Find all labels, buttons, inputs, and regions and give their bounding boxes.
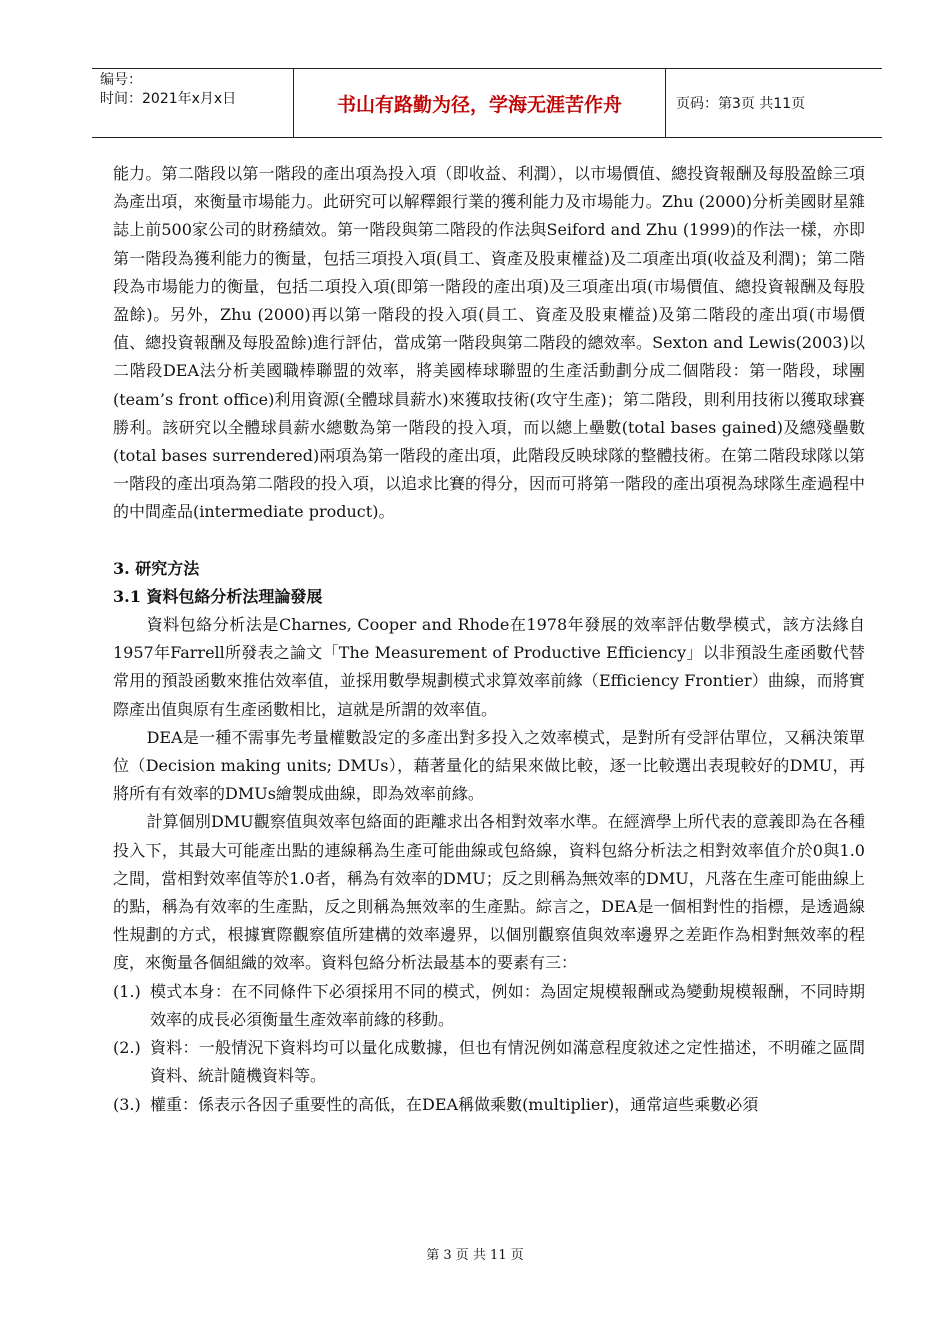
- list-item-number: (2.): [113, 1038, 141, 1058]
- subsection-heading: 3.1 資料包絡分析法理論發展: [113, 586, 323, 606]
- serial-label: 编号：: [100, 72, 142, 88]
- list-item-text: 資料：一般情況下資料均可以量化成數據，但也有情況例如滿意程度敘述之定性描述，不明確之區間資料、統計隨機資料等。: [150, 1038, 865, 1086]
- header-page-label: 页码：第3页 共11页: [676, 96, 806, 112]
- section-heading: 3. 研究方法: [113, 558, 200, 578]
- list-item-text: 權重：係表示各因子重要性的高低，在DEA稱做乘數(multiplier)，通常這些乘數必須: [150, 1094, 759, 1114]
- page-header: [92, 68, 882, 138]
- time-label: 时间：2021年x月x日: [100, 91, 237, 107]
- paragraph-2: 資料包絡分析法是Charnes, Cooper and Rhode在1978年發展的效率評估數學模式，該方法緣自1957年Farrell所發表之論文「The Measurement of Productive Efficiency」以非預設生產函數代替常用的預設函數來推估效率值，並採用數學規劃模式求算效率前緣（Efficiency Frontier）曲線，而將實際產出值與原有生產函數相比，這就是所謂的效率值。: [113, 615, 865, 719]
- document-body: [113, 160, 865, 1119]
- header-meta: [92, 69, 294, 137]
- list-item-text: 模式本身：在不同條件下必須採用不同的模式，例如：為固定規模報酬或為變動規模報酬，不同時期效率的成長必須衡量生產效率前緣的移動。: [150, 981, 865, 1029]
- paragraph-1: 能力。第二階段以第一階段的產出項為投入項（即收益、利潤），以市場價值、總投資報酬及每股盈餘三項為產出項，來衡量市場能力。此研究可以解釋銀行業的獲利能力及市場能力。Zhu (2000)分析美國財星雜誌上前500家公司的財務績效。第一階段與第二階段的作法與Seiford and Zhu (1999)的作法一樣，亦即第一階段為獲利能力的衡量，包括三項投入項(員工、資產及股東權益)及二項產出項(收益及利潤)；第二階段為市場能力的衡量，包括二項投入項(即第一階段的產出項)及三項產出項(市場價值、總投資報酬及每股盈餘)。另外，Zhu (2000)再以第一階段的投入項(員工、資產及股東權益)及第二階段的產出項(市場價值、總投資報酬及每股盈餘)進行評估，當成第一階段與第二階段的總效率。Sexton and Lewis(2003)以二階段DEA法分析美國職棒聯盟的效率，將美國棒球聯盟的生產活動劃分成二個階段：第一階段，球團(team’s front office)利用資源(全體球員薪水)來獲取技術(攻守生產)；第二階段，則利用技術以獲取球賽勝利。該研究以全體球員薪水總數為第一階段的投入項，而以總上壘數(total bases gained)及總殘壘數(total bases surrendered)兩項為第一階段的產出項，此階段反映球隊的整體技術。在第二階段球隊以第一階段的產出項為第二階段的投入項，以追求比賽的得分，因而可將第一階段的產出項視為球隊生產過程中的中間產品(intermediate product)。: [113, 164, 866, 522]
- list-item-number: (3.): [113, 1094, 141, 1114]
- header-motto: 书山有路勤为径，学海无涯苦作舟: [294, 69, 666, 137]
- paragraph-4: 計算個別DMU觀察值與效率包絡面的距離求出各相對效率水準。在經濟學上所代表的意義即為在各種投入下，其最大可能產出點的連線稱為生產可能曲線或包絡線，資料包絡分析法之相對效率值介於0與1.0之間，當相對效率值等於1.0者，稱為有效率的DMU；反之則稱為無效率的DMU，凡落在生產可能曲線上的點，稱為有效率的生產點，反之則稱為無效率的生產點。綜言之，DEA是一個相對性的指標，是透過線性規劃的方式，根據實際觀察值所建構的效率邊界，以個別觀察值與效率邊界之差距作為相對無效率的程度，來衡量各個組織的效率。資料包絡分析法最基本的要素有三：: [113, 812, 865, 973]
- list-item-number: (1.): [113, 981, 141, 1001]
- list-item: [113, 978, 865, 1034]
- paragraph-3: DEA是一種不需事先考量權數設定的多產出對多投入之效率模式，是對所有受評估單位，又稱決策單位（Decision making units; DMUs），藉著量化的結果來做比較，逐一比較選出表現較好的DMU，再將所有有效率的DMUs繪製成曲線，即為效率前緣。: [113, 727, 865, 804]
- page-footer: [0, 1244, 950, 1263]
- footer-page-number: 第 3 页 共 11 页: [426, 1248, 524, 1263]
- list-item: [113, 1034, 865, 1090]
- list-item: [113, 1091, 865, 1119]
